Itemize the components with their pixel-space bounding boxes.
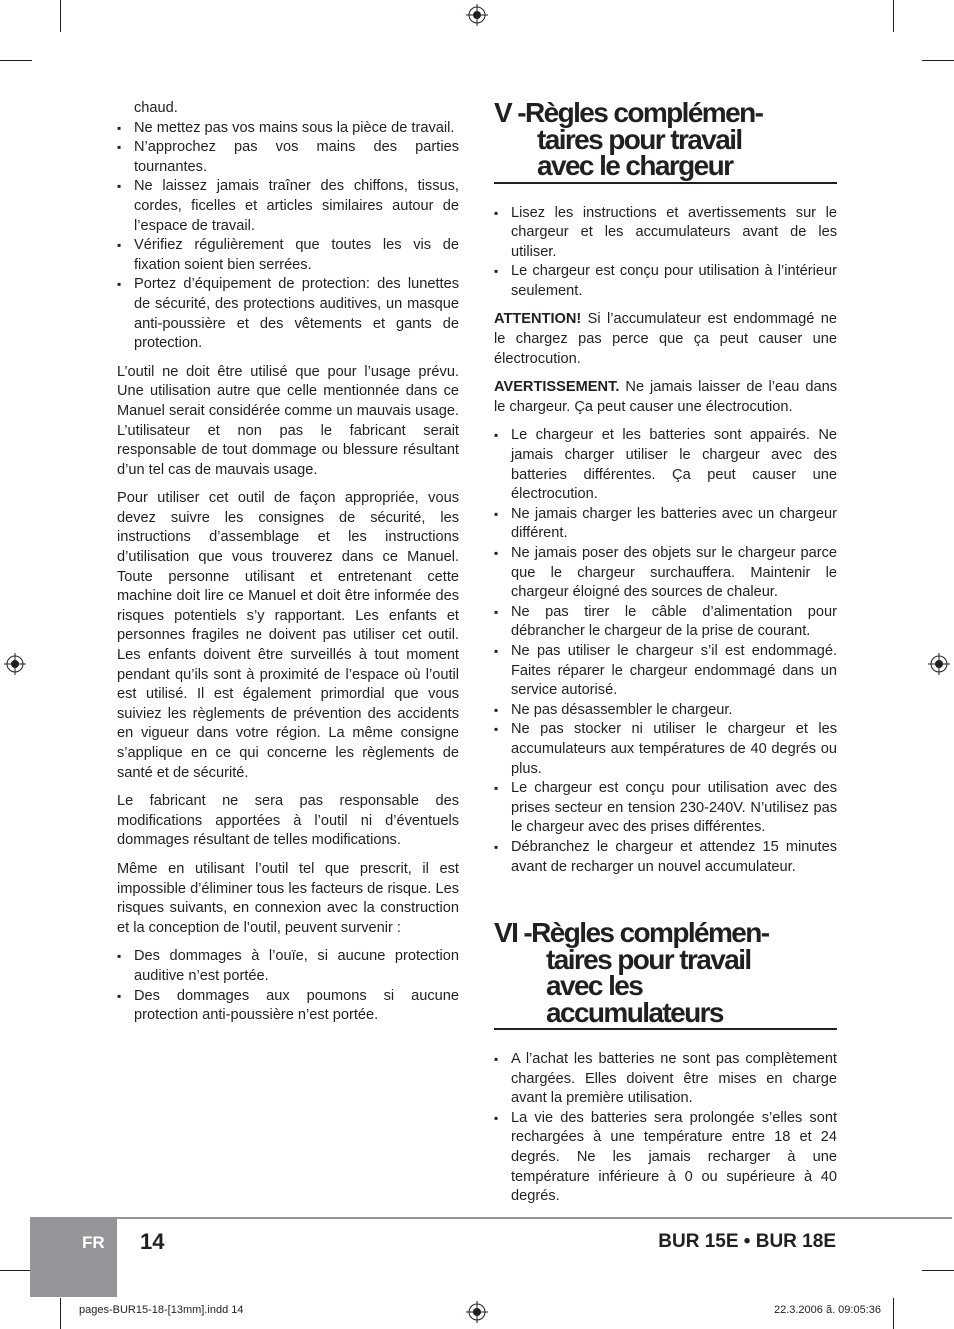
registration-mark-icon [466,1301,488,1323]
list-item: ▪ Ne pas utiliser le chargeur s’il est endommagé. Faites réparer le chargeur endommagé dans un service autorisé. [494,642,837,701]
footer-rule [30,1217,952,1219]
list-item: ▪ Ne pas désassembler le chargeur. [494,701,837,721]
heading-line: accumulateurs [546,996,723,1028]
left-column [117,99,459,1035]
heading-line: avec les [546,970,643,1001]
right-column-lower [494,917,837,1216]
section-v-heading [494,97,837,184]
date-slug: 22.3.2006 ã. 09:05:36 [773,1304,881,1316]
list-item: ▪ Ne pas tirer le câble d’alimentation pour débrancher le chargeur de la prise de courant. [494,603,837,642]
paragraph-residual-risks: Même en utilisant l’outil tel que prescrit, il est impossible d’éliminer tous les facteurs de risque. Les risques suivants, en connexion avec la construction et la conception de l’outil, peuvent survenir : [117,860,459,936]
crop-mark [893,1298,894,1329]
list-item: ▪ A l’achat les batteries ne sont pas complètement chargées. Elles doivent être mises en charge avant la première utilisation. [494,1050,837,1109]
bullet-list-batteries [494,1050,837,1207]
registration-mark-icon [466,4,488,26]
warning-text: Ne jamais laisser de l’eau dans le chargeur. Ça peut causer une électrocution. [494,379,837,415]
attention-label: ATTENTION! [494,311,582,328]
list-item: ▪ Ne jamais poser des objets sur le chargeur parce que le chargeur surchauffera. Maintenir le chargeur éloigné des sources de chaleur. [494,544,837,603]
list-item: ▪ Ne mettez pas vos mains sous la pièce de travail. [117,119,459,139]
warning-paragraph [494,378,837,417]
list-item: ▪ Le chargeur est conçu pour utilisation avec des prises secteur en tension 230-240V. N’utilisez pas le chargeur avec des prises différentes. [494,779,837,838]
model-name: BUR 15E • BUR 18E [658,1231,836,1252]
bullet-list-risks [117,947,459,1025]
list-item: ▪ Le chargeur et les batteries sont appairés. Ne jamais charger utiliser le chargeur avec des batteries différentes. Ça peut causer une électrocution. [494,426,837,504]
crop-mark [60,1298,61,1329]
section-vi-heading [494,917,837,1030]
language-tab [30,1217,117,1297]
registration-mark-icon [928,653,950,675]
section-number: VI - [494,917,532,948]
list-item: ▪ Des dommages à l’ouïe, si aucune protection auditive n’est portée. [117,947,459,986]
paragraph-modifications: Le fabricant ne sera pas responsable des modifications apportées à l’outil ni d’éventuels dommages résultant de telles modifications. [117,793,459,849]
list-item: ▪ Lisez les instructions et avertissements sur le chargeur et les accumulateurs avant de les utiliser. [494,204,837,263]
page-number: 14 [140,1229,165,1254]
attention-paragraph [494,310,837,369]
bullet-list-hands [117,119,459,354]
list-item: ▪ Le chargeur est conçu pour utilisation à l’intérieur seulement. [494,262,837,301]
list-item: ▪ N’approchez pas vos mains des parties tournantes. [117,138,459,177]
list-item: ▪ Vérifiez régulièrement que toutes les vis de fixation soient bien serrées. [117,236,459,275]
crop-mark [922,60,954,61]
right-column [494,97,837,886]
attention-text: Si l’accumulateur est endommagé ne le chargez pas perce que ça peut causer une électrocution. [494,311,837,367]
paragraph-intended-use: L’outil ne doit être utilisé que pour l’usage prévu. Une utilisation autre que celle mentionnée dans ce Manuel serait considérée comme un mauvais usage. L’utilisateur et non pas le fabricant serait responsable de tout dommage ou blessure résultant d’un tel cas de mauvais usage. [117,363,459,478]
list-item: ▪ Portez d’équipement de protection: des lunettes de sécurité, des protections auditives, un masque anti-poussière et des vêtements et gants de protection. [117,275,459,353]
crop-mark [893,0,894,32]
list-item: ▪ Ne laissez jamais traîner des chiffons, tissus, cordes, ficelles et articles similaires autour de l’espace de travail. [117,177,459,236]
warning-label: AVERTISSEMENT. [494,379,620,396]
heading-line: taires pour travail [537,123,742,155]
crop-mark [0,60,32,61]
list-item: ▪ La vie des batteries sera prolongée s’elles sont rechargées à une température entre 18 et 24 degrés. Ne les jamais recharger à une température inférieure à 0 ou supérieure à 40 degrés. [494,1109,837,1207]
heading-line: avec le chargeur [537,150,733,181]
section-number: V - [494,97,525,128]
crop-mark [60,0,61,32]
continued-text: chaud. [134,100,178,116]
crop-mark [922,1270,954,1271]
list-item: ▪ Débranchez le chargeur et attendez 15 minutes avant de recharger un nouvel accumulateur. [494,838,837,877]
bullet-list-charger-intro [494,204,837,302]
list-item: ▪ Des dommages aux poumons si aucune protection anti-poussière n’est portée. [117,987,459,1026]
crop-mark [0,1270,32,1271]
registration-mark-icon [4,653,26,675]
paragraph-safety-rules: Pour utiliser cet outil de façon appropriée, vous devez suivre les consignes de sécurité, les instructions d’assemblage et les instructions d’utilisation que vous trouverez dans ce Manuel. Toute personne utilisant et entretenant cette machine doit lire ce Manuel et doit être informée des risques potentiels s’y rapportant. Les enfants et personnes fragiles ne doivent pas utiliser cet outil. Les enfants doivent être surveillés à tout moment pendant qu’ils sont à proximité de l’espace où l’outil est utilisé. Il est également primordial que vous suiviez les règlements de prévention des accidents en vigueur dans votre région. La même consigne s’applique en ce qui concerne les règlements de santé et de sécurité. [117,490,459,781]
bullet-list-charger-rules [494,426,837,877]
heading-line: Règles complémen- [531,917,769,948]
list-item: ▪ Ne pas stocker ni utiliser le chargeur et les accumulateurs aux températures de 40 degrés ou plus. [494,720,837,779]
heading-line: Règles complémen- [524,97,763,128]
list-item: ▪ Ne jamais charger les batteries avec un chargeur différent. [494,505,837,544]
language-code: FR [82,1233,105,1252]
file-slug: pages-BUR15-18-[13mm].indd 14 [79,1304,244,1316]
heading-line: taires pour travail [546,943,751,975]
